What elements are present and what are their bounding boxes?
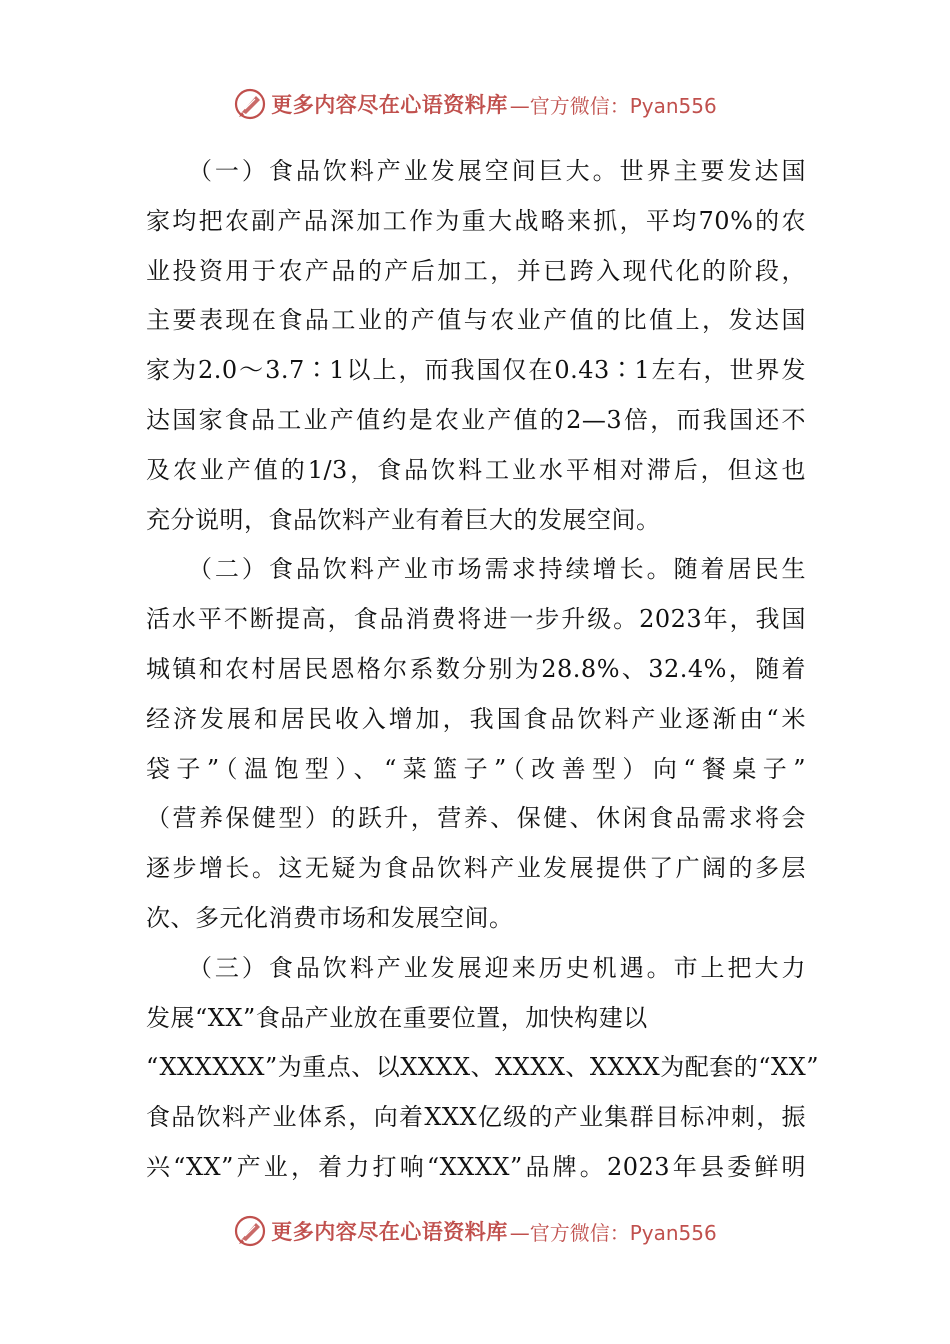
body-text-line: 发展“XX”食品产业放在重要位置，加快构建以	[146, 1003, 648, 1032]
header-banner	[0, 82, 950, 126]
body-text-line: 经济发展和居民收入增加，我国食品饮料产业逐渐由“米	[146, 704, 806, 733]
header-banner-title: 更多内容尽在心语资料库	[271, 92, 508, 117]
body-text-line: 充分说明，食品饮料产业有着巨大的发展空间。	[146, 505, 661, 534]
pen-logo-icon	[233, 87, 267, 121]
footer-banner	[0, 1209, 950, 1253]
pen-logo-icon	[233, 1214, 267, 1248]
body-text-line: 达国家食品工业产值约是农业产值的2—3倍，而我国还不	[146, 405, 806, 434]
body-text-line: （一）食品饮料产业发展空间巨大。世界主要发达国	[146, 157, 806, 185]
body-text-line: 城镇和农村居民恩格尔系数分别为28.8%、32.4%，随着	[146, 654, 806, 683]
body-text-line: 家均把农副产品深加工作为重大战略来抓，平均70%的农	[146, 206, 806, 235]
body-text-line: 业投资用于农产品的产后加工，并已跨入现代化的阶段，	[146, 256, 806, 285]
body-text-line: 及农业产值的1/3，食品饮料工业水平相对滞后，但这也	[146, 455, 806, 484]
body-text-line: （二）食品饮料产业市场需求持续增长。随着居民生	[146, 555, 806, 584]
body-text-line: 袋子”（温饱型）、“菜篮子”（改善型）向“餐桌子”	[146, 754, 806, 783]
document-body	[146, 147, 819, 1193]
body-text-line: 逐步增长。这无疑为食品饮料产业发展提供了广阔的多层	[146, 854, 806, 883]
footer-banner-contact: —官方微信：Pyan556	[509, 1220, 717, 1245]
body-text-line: “XXXXXX”为重点、以XXXX、XXXX、XXXX为配套的“XX”	[146, 1053, 819, 1082]
body-text-line: （三）食品饮料产业发展迎来历史机遇。市上把大力	[146, 953, 806, 982]
body-text-line: （营养保健型）的跃升，营养、保健、休闲食品需求将会	[146, 804, 806, 833]
body-text-line: 活水平不断提高，食品消费将进一步升级。2023年，我国	[146, 605, 806, 634]
footer-banner-title: 更多内容尽在心语资料库	[271, 1219, 508, 1244]
body-text-line: 主要表现在食品工业的产值与农业产值的比值上，发达国	[146, 306, 806, 335]
body-text-line: 食品饮料产业体系，向着XXX亿级的产业集群目标冲刺，振	[146, 1103, 806, 1132]
body-text-line: 兴“XX”产业，着力打响“XXXX”品牌。2023年县委鲜明	[146, 1152, 806, 1181]
body-text-line: 次、多元化消费市场和发展空间。	[146, 903, 514, 932]
header-banner-contact: —官方微信：Pyan556	[509, 93, 717, 118]
body-text-line: 家为2.0～3.7∶1以上，而我国仅在0.43∶1左右，世界发	[146, 356, 806, 385]
